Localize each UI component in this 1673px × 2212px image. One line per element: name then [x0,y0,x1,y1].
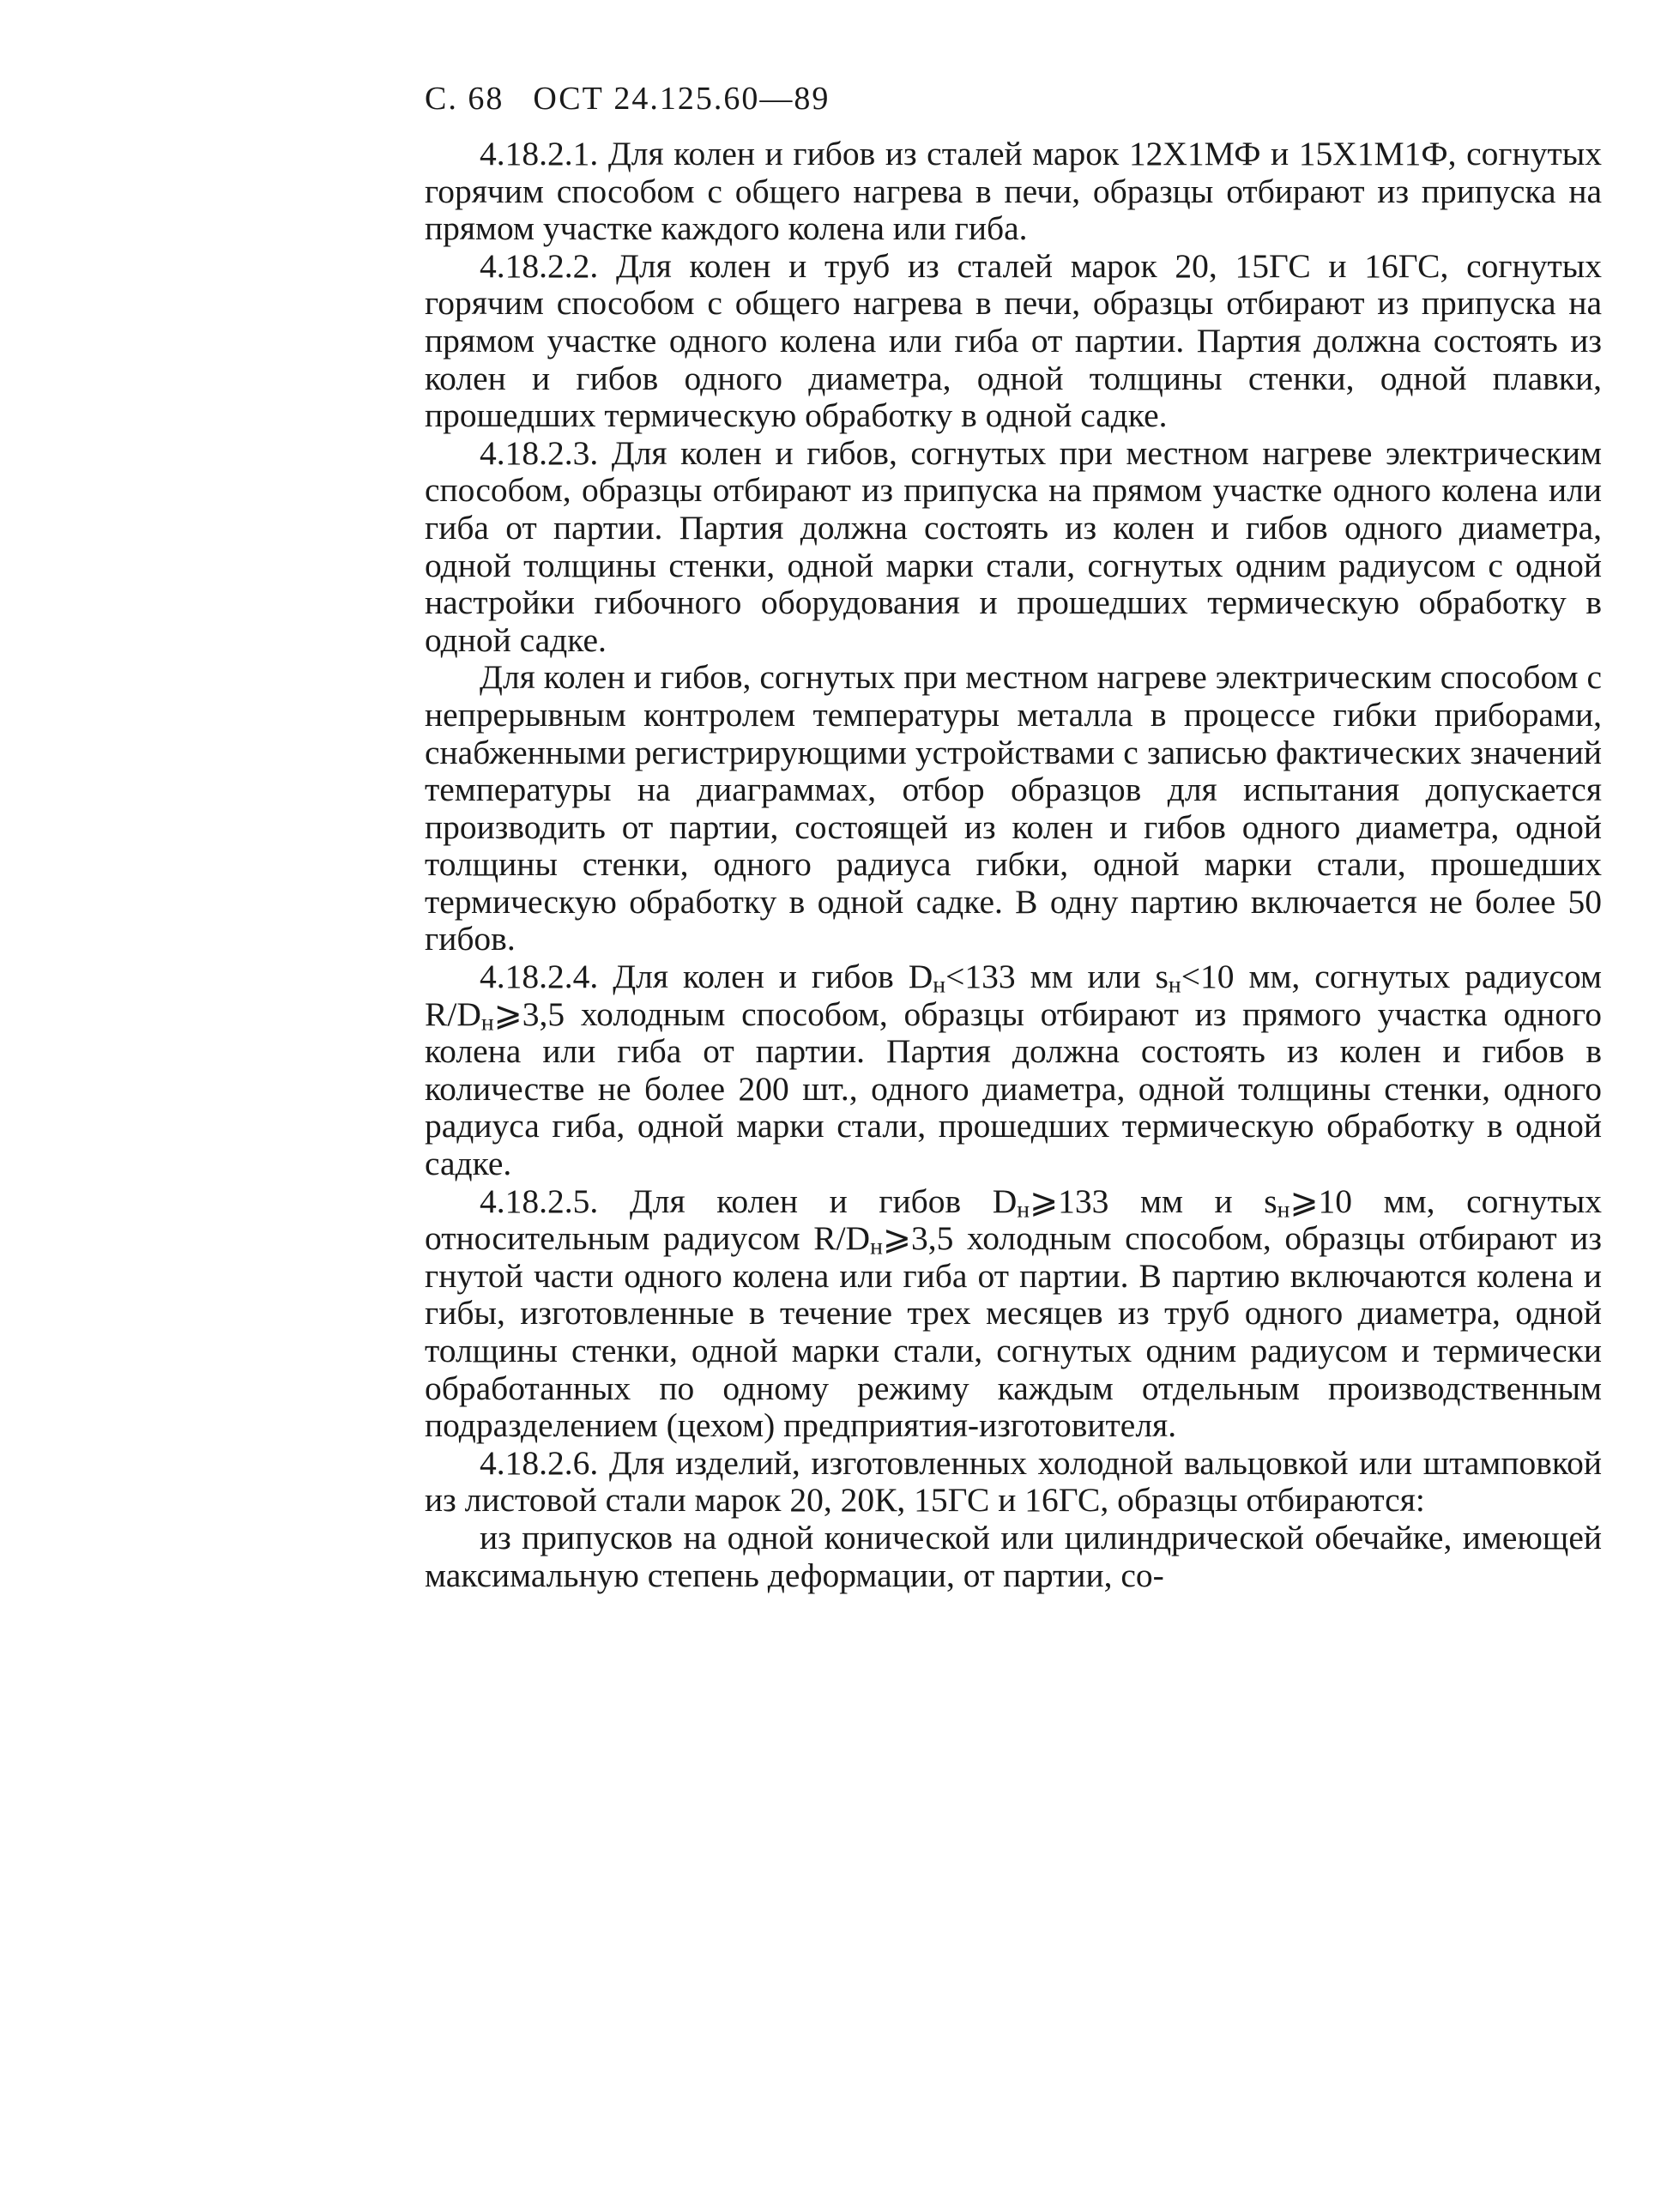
paragraph-4-18-2-5: 4.18.2.5. Для колен и гибов $D_н⩾133$ мм и $s_н⩾10$ мм, согнутых относительным радиусом $R/D_н⩾3,5$ холодным способом, образцы отбирают из гнутой части одного колена или гиба от партии. В партию включаются колена и гибы, изготовленные в течение трех месяцев из труб одного диаметра, одной толщины стенки, одной марки стали, согнутых одним радиусом и термически обработанных по одному режиму каждым отдельным производственным подразделением (цехом) предприятия-изготовителя. [425,1182,1602,1445]
paragraph-4-18-2-4: 4.18.2.4. Для колен и гибов $D_н<133$ мм или $s_н<10$ мм, согнутых радиусом $R/D_н⩾3,5$ холодным способом, образцы отбирают из прямого участка одного колена или гиба от партии. Партия должна состоять из колен и гибов в количестве не более 200 шт., одного диаметра, одной толщины стенки, одного радиуса гиба, одной марки стали, прошедших термическую обработку в одной садке. [425,958,1602,1183]
paragraph-4-18-2-6: 4.18.2.6. Для изделий, изготовленных холодной вальцовкой или штамповкой из листовой стали марок 20, 20К, 15ГС и 16ГС, образцы отбираются: [425,1443,1602,1520]
paragraph-4-18-2-2: 4.18.2.2. Для колен и труб из сталей марок 20, 15ГС и 16ГС, согнутых горячим способом с общего нагрева в печи, образцы отбирают из припуска на прямом участке одного колена или гиба от партии. Партия должна состоять из колен и гибов одного диаметра, одной толщины стенки, одной плавки, прошедших термическую обработку в одной садке. [425,246,1602,435]
page-header [425,79,1602,118]
document-page [425,79,1602,1594]
page-number: С. 68 [425,81,504,117]
paragraph-4-18-2-3-continuation: Для колен и гибов, согнутых при местном нагреве электрическим способом с непрерывным контролем температуры металла в процессе гибки приборами, снабженными регистрирующими устройствами с записью фактических значений температуры на диаграммах, отбор образцов для испытания допускается производить от партии, состоящей из колен и гибов одного диаметра, одной толщины стенки, одного радиуса гибки, одной марки стали, прошедших термическую обработку в одной садке. В одну партию включается не более 50 гибов. [425,658,1602,958]
standard-designation: ОСТ 24.125.60—89 [533,81,830,117]
paragraph-4-18-2-6-item: из припусков на одной конической или цилиндрической обечайке, имеющей максимальную степень деформации, от партии, со- [425,1518,1602,1594]
paragraph-4-18-2-3: 4.18.2.3. Для колен и гибов, согнутых при местном нагреве электрическим способом, образцы отбирают из припуска на прямом участке одного колена или гиба от партии. Партия должна состоять из колен и гибов одного диаметра, одной толщины стенки, одной марки стали, согнутых одним радиусом с одной настройки гибочного оборудования и прошедших термическую обработку в одной садке. [425,433,1602,659]
paragraph-4-18-2-1: 4.18.2.1. Для колен и гибов из сталей марок 12Х1МФ и 15Х1М1Ф, согнутых горячим способом с общего нагрева в печи, образцы отбирают из припуска на прямом участке каждого колена или гиба. [425,135,1602,248]
